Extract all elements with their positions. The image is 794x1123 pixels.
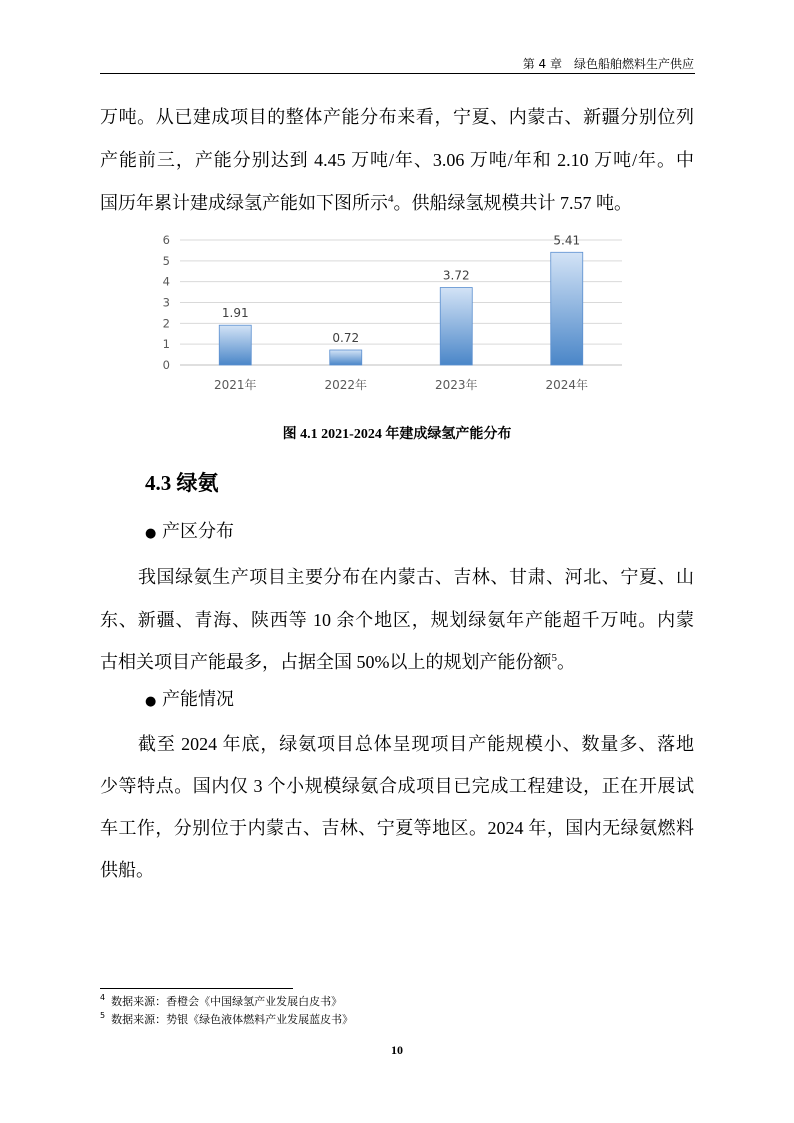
data-label: 5.41: [553, 233, 581, 248]
para3-line-4: 供船。: [100, 860, 154, 880]
bar-chart: [150, 225, 630, 400]
page-number: 10: [391, 1043, 403, 1057]
intro-line-2: 产能前三，产能分别达到 4.45 万吨/年、3.06 万吨/年和 2.10 万吨/年。中: [100, 150, 694, 170]
y-tick-label: 6: [162, 233, 170, 247]
header-chapter: 第 4 章: [522, 57, 562, 71]
y-tick-label: 2: [162, 316, 170, 331]
footnote-5: [100, 1013, 353, 1027]
chart-data-labels: [222, 233, 580, 345]
header-title: 绿色船舶燃料生产供应: [573, 57, 694, 71]
data-label: 1.91: [221, 306, 249, 321]
data-label: 0.72: [332, 331, 360, 345]
intro-line-3: [100, 190, 694, 216]
chart-bars: [219, 252, 583, 365]
subheading-production-areas: [145, 519, 234, 545]
para2-line-2: 东、新疆、青海、陕西等 10 余个地区，规划绿氨年产能超千万吨。内蒙: [100, 610, 694, 630]
bar-2024年: [551, 252, 583, 365]
chart-y-axis-labels: [163, 233, 170, 372]
para2-line-3-tail: 。: [557, 652, 575, 672]
header-rule: [100, 73, 695, 74]
footnote-ref-5: 5: [551, 652, 557, 664]
para3-line-3: 车工作，分别位于内蒙古、吉林、宁夏等地区。2024 年，国内无绿氨燃料: [100, 818, 694, 838]
para2-line-1: 我国绿氨生产项目主要分布在内蒙古、吉林、甘肃、河北、宁夏、山: [138, 567, 694, 587]
footnote-rule: [100, 988, 293, 989]
x-tick-label: 2024年: [545, 378, 589, 392]
footnote-ref-4: 4: [388, 193, 394, 205]
y-tick-label: 1: [162, 337, 170, 352]
bar-2021年: [219, 325, 251, 365]
footnote-mark: 5: [100, 1011, 106, 1021]
bar-2022年: [330, 350, 362, 365]
para2-line-3-text: 古相关项目产能最多，占据全国 50%以上的规划产能份额: [100, 652, 552, 672]
y-tick-label: 0: [162, 358, 170, 372]
x-tick-label: 2022年: [324, 378, 368, 392]
subheading-label: 产区分布: [162, 521, 234, 542]
footnote-text: 数据来源：势银《绿色液体燃料产业发展蓝皮书》: [111, 1013, 354, 1026]
para3-line-1: 截至 2024 年底，绿氨项目总体呈现项目产能规模小、数量多、落地: [138, 734, 694, 754]
bullet-icon: ●: [145, 526, 157, 541]
intro-line-3-text: 国历年累计建成绿氢产能如下图所示: [100, 193, 388, 213]
running-header: [100, 56, 694, 72]
data-label: 3.72: [442, 268, 470, 283]
para3-line-2: 少等特点。国内仅 3 个小规模绿氨合成项目已完成工程建设，正在开展试: [100, 776, 694, 796]
figure-caption: 图 4.1 2021-2024 年建成绿氢产能分布: [282, 427, 512, 442]
x-tick-label: 2021年: [213, 378, 257, 392]
chart-x-axis-labels: [214, 377, 588, 392]
bar-2023年: [440, 288, 472, 366]
section-heading: 4.3 绿氨: [145, 471, 219, 495]
y-tick-label: 5: [162, 253, 170, 268]
y-tick-label: 3: [162, 295, 170, 310]
intro-line-3-tail: 。供船绿氢规模共计 7.57 吨。: [393, 193, 632, 213]
subheading-capacity: [145, 687, 234, 713]
y-tick-label: 4: [162, 274, 170, 289]
para2-line-3: [100, 649, 694, 675]
footnote-4: [100, 995, 342, 1009]
bullet-icon: ●: [145, 694, 157, 709]
footnote-text: 数据来源：香橙会《中国绿氢产业发展白皮书》: [111, 995, 343, 1008]
intro-line-1: 万吨。从已建成项目的整体产能分布来看，宁夏、内蒙古、新疆分别位列: [100, 107, 694, 127]
subheading-label: 产能情况: [162, 689, 234, 710]
footnote-mark: 4: [100, 993, 106, 1003]
x-tick-label: 2023年: [434, 378, 478, 392]
